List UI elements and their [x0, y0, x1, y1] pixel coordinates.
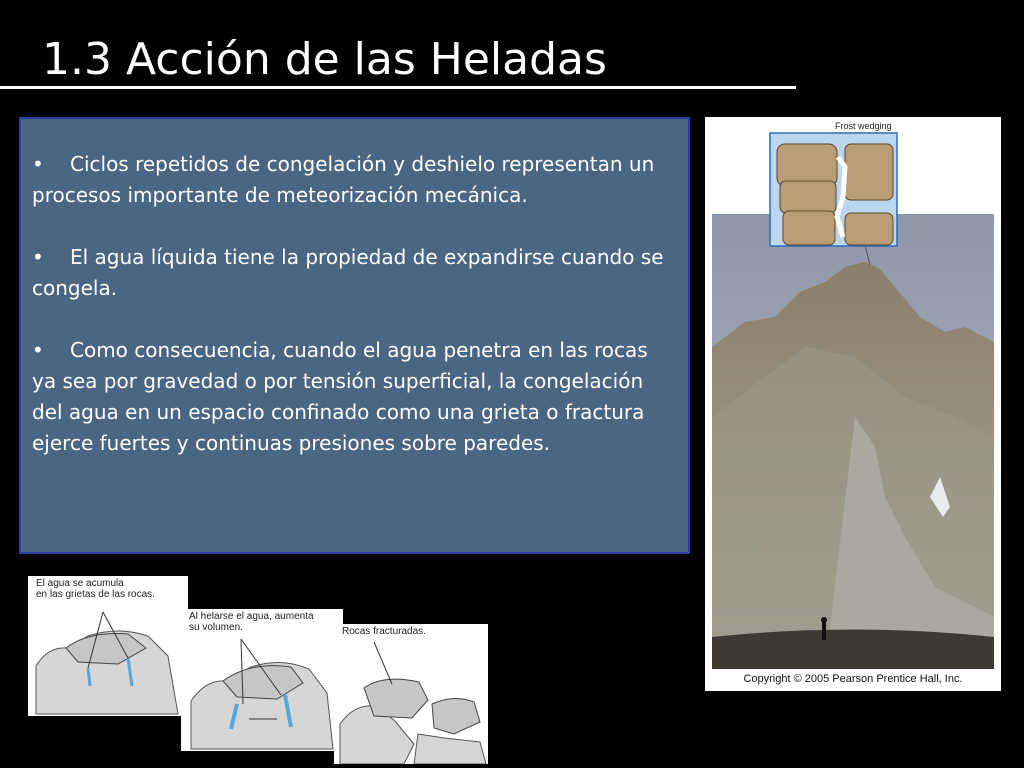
caption-line-1: Rocas fracturadas. — [342, 626, 426, 637]
slide-title: 1.3 Acción de las Heladas — [42, 34, 607, 85]
mountain-photo — [705, 117, 1001, 691]
diagram-water-accumulates — [28, 576, 188, 716]
caption-line-1: El agua se acumula — [36, 578, 124, 589]
caption-line-2: su volumen. — [189, 622, 243, 633]
caption-line-1: Al helarse el agua, aumenta — [189, 611, 314, 622]
title-underline — [0, 86, 796, 89]
mountain-illustration — [705, 117, 1001, 691]
diagram-caption — [189, 611, 314, 633]
caption-line-2: en las grietas de las rocas. — [36, 589, 155, 600]
inset-label: Frost wedging — [835, 121, 892, 131]
bullet-item — [32, 149, 676, 211]
bullet-item — [32, 335, 676, 459]
diagram-caption — [342, 626, 426, 637]
bullet-item — [32, 242, 676, 304]
bullet-text: El agua líquida tiene la propiedad de expandirse cuando se congela. — [32, 245, 664, 300]
bullet-text-box — [19, 117, 690, 554]
copyright-text: Copyright © 2005 Pearson Prentice Hall, Inc. — [743, 673, 963, 685]
fractured-rock-illustration — [334, 624, 488, 764]
bullet-marker: • — [32, 245, 44, 269]
diagram-water-freezes — [181, 609, 343, 751]
bullet-marker: • — [32, 152, 44, 176]
bullet-text: Como consecuencia, cuando el agua penetra en las rocas ya sea por gravedad o por tensión superficial, la congelación del agua en un espacio confinado como una grieta o fractura ejerce fuertes y continuas presiones sobre paredes. — [32, 338, 648, 455]
diagram-caption — [36, 578, 155, 600]
bullet-text: Ciclos repetidos de congelación y deshielo representan un procesos importante de meteorización mecánica. — [32, 152, 655, 207]
bullet-marker: • — [32, 338, 44, 362]
diagram-fractured-rocks — [334, 624, 488, 764]
